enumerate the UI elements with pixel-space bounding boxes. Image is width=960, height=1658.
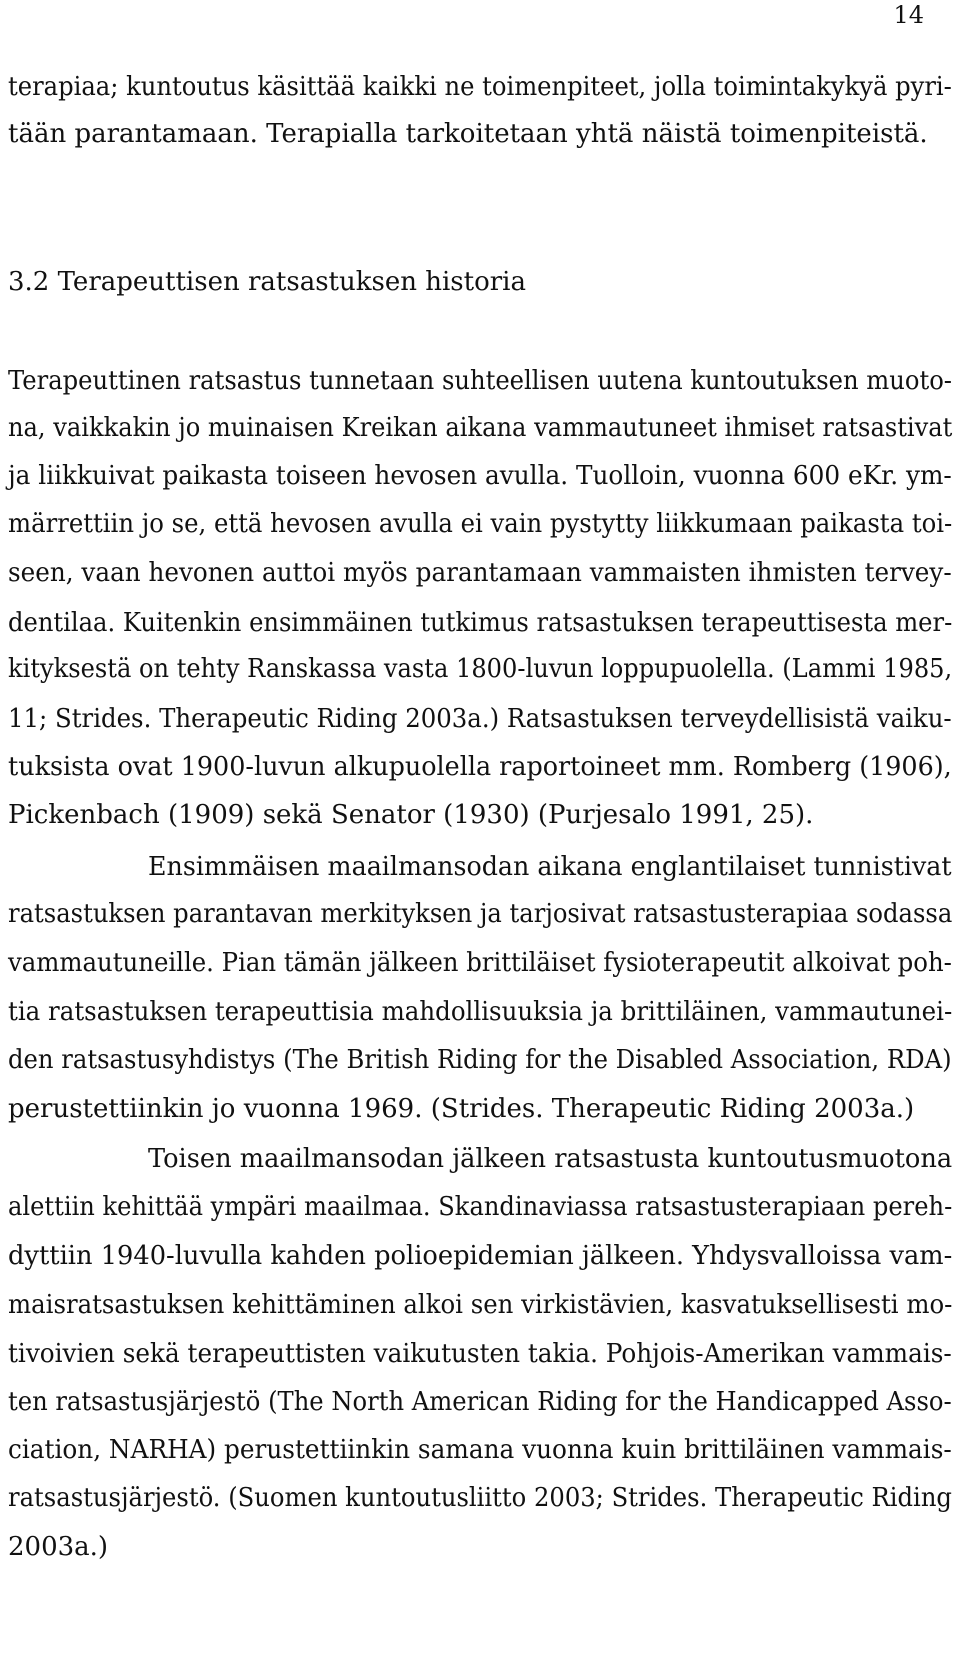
text-line: Pickenbach (1909) sekä Senator (1930) (Purjesalo 1991, 25). [8,800,814,830]
text-line: ciation, NARHA) perustettiinkin samana vuonna kuin brittiläinen vammais- [8,1435,952,1465]
text-line: dentilaa. Kuitenkin ensimmäinen tutkimus ratsastuksen terapeuttisesta mer- [8,608,953,638]
text-line: alettiin kehittää ympäri maailmaa. Skandinaviassa ratsastusterapiaan pereh- [8,1192,953,1222]
text-line: maisratsastuksen kehittäminen alkoi sen virkistävien, kasvatuksellisesti mo- [8,1290,953,1320]
text-line: 11; Strides. Therapeutic Riding 2003a.) Ratsastuksen terveydellisistä vaiku- [8,704,952,734]
text-line: ratsastuksen parantavan merkityksen ja tarjosivat ratsastusterapiaa sodassa [8,899,953,929]
text-line: na, vaikkakin jo muinaisen Kreikan aikana vammautuneet ihmiset ratsastivat [8,413,953,443]
text-line: tään parantamaan. Terapialla tarkoitetaan yhtä näistä toimenpiteistä. [8,119,928,149]
text-line: Terapeuttinen ratsastus tunnetaan suhteellisen uutena kuntoutuksen muoto- [8,366,952,396]
text-line: vammautuneille. Pian tämän jälkeen brittiläiset fysioterapeutit alkoivat poh- [8,948,952,978]
text-line: tivoivien sekä terapeuttisten vaikutusten takia. Pohjois-Amerikan vammais- [8,1339,952,1369]
text-line: den ratsastusyhdistys (The British Riding for the Disabled Association, RDA) [8,1045,952,1075]
text-line: tuksista ovat 1900-luvun alkupuolella raportoineet mm. Romberg (1906), [8,752,952,782]
section-heading: 3.2 Terapeuttisen ratsastuksen historia [8,267,526,297]
text-line: kityksestä on tehty Ranskassa vasta 1800-luvun loppupuolella. (Lammi 1985, [8,654,953,684]
text-line: perustettiinkin jo vuonna 1969. (Strides. Therapeutic Riding 2003a.) [8,1094,915,1124]
text-line: ten ratsastusjärjestö (The North American Riding for the Handicapped Asso- [8,1387,952,1417]
text-line: 2003a.) [8,1532,109,1562]
text-line: ja liikkuivat paikasta toiseen hevosen avulla. Tuolloin, vuonna 600 eKr. ym- [8,461,952,491]
text-line: märrettiin jo se, että hevosen avulla ei vain pystytty liikkumaan paikasta toi- [8,509,953,539]
text-line: dyttiin 1940-luvulla kahden polioepidemian jälkeen. Yhdysvalloissa vam- [8,1241,953,1271]
text-line: seen, vaan hevonen auttoi myös parantamaan vammaisten ihmisten tervey- [8,558,952,588]
text-line: tia ratsastuksen terapeuttisia mahdollisuuksia ja brittiläinen, vammautunei- [8,997,953,1027]
page-number: 14 [893,1,924,29]
text-line: Toisen maailmansodan jälkeen ratsastusta kuntoutusmuotona [148,1144,953,1174]
text-line: ratsastusjärjestö. (Suomen kuntoutusliitto 2003; Strides. Therapeutic Riding [8,1483,952,1513]
text-line: Ensimmäisen maailmansodan aikana englantilaiset tunnistivat [148,852,952,882]
text-line: terapiaa; kuntoutus käsittää kaikki ne toimenpiteet, jolla toimintakykyä pyri- [8,72,952,102]
